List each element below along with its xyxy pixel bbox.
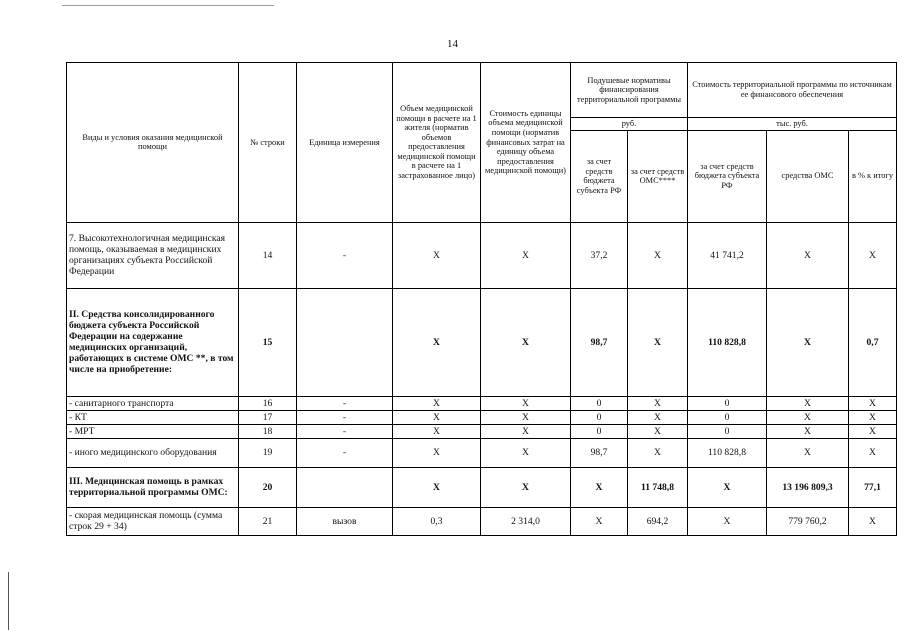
top-rule-line	[62, 5, 274, 6]
cell-budget-rub: 98,7	[571, 438, 628, 467]
cell-unit	[297, 467, 393, 507]
header-per-capita-norms: Подушевые нормативы финансирования территориальной программы	[571, 63, 688, 118]
cell-cost: X	[481, 424, 571, 438]
cell-budget-thousand: 0	[688, 396, 767, 410]
cell-name: 7. Высокотехнологичная медицинская помощь, оказываемая в медицинских организациях субъекта Российской Федерации	[67, 222, 239, 288]
cell-oms-rub: X	[628, 424, 688, 438]
cell-oms-rub: X	[628, 410, 688, 424]
cell-volume: X	[393, 288, 481, 396]
cell-unit: -	[297, 396, 393, 410]
table-header	[67, 63, 897, 223]
cell-volume: X	[393, 222, 481, 288]
cell-oms-rub: X	[628, 288, 688, 396]
cell-budget-rub: X	[571, 467, 628, 507]
cell-oms-rub: 11 748,8	[628, 467, 688, 507]
cell-budget-thousand: 110 828,8	[688, 438, 767, 467]
cell-row-number: 16	[239, 396, 297, 410]
cell-oms-rub: 694,2	[628, 507, 688, 535]
cell-budget-thousand: 110 828,8	[688, 288, 767, 396]
cell-budget-thousand: 41 741,2	[688, 222, 767, 288]
cell-percent: 0,7	[849, 288, 897, 396]
cell-budget-rub: 98,7	[571, 288, 628, 396]
table-row	[67, 396, 897, 410]
cell-unit: -	[297, 222, 393, 288]
cell-oms-thousand: X	[767, 396, 849, 410]
table-row	[67, 410, 897, 424]
cell-row-number: 19	[239, 438, 297, 467]
table-row	[67, 288, 897, 396]
cell-row-number: 18	[239, 424, 297, 438]
cell-cost: X	[481, 438, 571, 467]
cell-name: - скорая медицинская помощь (сумма строк 29 + 34)	[67, 507, 239, 535]
cell-oms-thousand: 779 760,2	[767, 507, 849, 535]
cell-percent: 77,1	[849, 467, 897, 507]
cell-volume: X	[393, 410, 481, 424]
cell-percent: X	[849, 396, 897, 410]
cell-percent: X	[849, 507, 897, 535]
cell-budget-rub: X	[571, 507, 628, 535]
cell-percent: X	[849, 424, 897, 438]
table-row	[67, 222, 897, 288]
cell-name: - МРТ	[67, 424, 239, 438]
cell-cost: X	[481, 467, 571, 507]
cell-budget-thousand: 0	[688, 424, 767, 438]
cell-row-number: 20	[239, 467, 297, 507]
header-row-number: № строки	[239, 63, 297, 223]
cell-name: III. Медицинская помощь в рамках территориальной программы ОМС:	[67, 467, 239, 507]
cell-unit: -	[297, 410, 393, 424]
cell-budget-rub: 0	[571, 410, 628, 424]
page-number: 14	[447, 38, 458, 50]
margin-mark-line	[8, 572, 9, 630]
cell-percent: X	[849, 222, 897, 288]
cell-unit: -	[297, 424, 393, 438]
cell-unit	[297, 288, 393, 396]
cell-oms-thousand: X	[767, 438, 849, 467]
cell-name: - санитарного транспорта	[67, 396, 239, 410]
header-program-cost: Стоимость территориальной программы по источникам ее финансового обеспечения	[688, 63, 897, 118]
cell-volume: X	[393, 396, 481, 410]
table-row	[67, 467, 897, 507]
cell-oms-rub: X	[628, 396, 688, 410]
header-oms-thousand: средства ОМС	[767, 130, 849, 222]
header-unit-thousand-rub: тыс. руб.	[688, 118, 897, 131]
cell-budget-thousand: X	[688, 507, 767, 535]
cell-oms-rub: X	[628, 222, 688, 288]
cell-name: II. Средства консолидированного бюджета субъекта Российской Федерации на содержание медицинских организаций, работающих в системе ОМС **, в том числе на приобретение:	[67, 288, 239, 396]
cell-cost: X	[481, 396, 571, 410]
table-body	[67, 222, 897, 535]
cell-unit: вызов	[297, 507, 393, 535]
cell-volume: X	[393, 424, 481, 438]
cell-row-number: 21	[239, 507, 297, 535]
cell-budget-rub: 37,2	[571, 222, 628, 288]
cell-budget-thousand: 0	[688, 410, 767, 424]
cell-name: - КТ	[67, 410, 239, 424]
header-percent: в % к итогу	[849, 130, 897, 222]
cell-oms-thousand: 13 196 809,3	[767, 467, 849, 507]
cell-oms-thousand: X	[767, 288, 849, 396]
cell-name: - иного медицинского оборудования	[67, 438, 239, 467]
cell-oms-thousand: X	[767, 222, 849, 288]
header-oms-rub: за счет средств ОМС****	[628, 130, 688, 222]
cell-volume: X	[393, 438, 481, 467]
header-unit: Единица измерения	[297, 63, 393, 223]
cell-oms-thousand: X	[767, 424, 849, 438]
cell-cost: X	[481, 410, 571, 424]
header-budget-thousand: за счет средств бюджета субъекта РФ	[688, 130, 767, 222]
cell-row-number: 15	[239, 288, 297, 396]
cell-volume: 0,3	[393, 507, 481, 535]
cell-cost: X	[481, 288, 571, 396]
cell-cost: 2 314,0	[481, 507, 571, 535]
cell-unit: -	[297, 438, 393, 467]
cell-oms-rub: X	[628, 438, 688, 467]
cell-budget-thousand: X	[688, 467, 767, 507]
header-name: Виды и условия оказания медицинской помощи	[67, 63, 239, 223]
cell-budget-rub: 0	[571, 396, 628, 410]
table-row	[67, 424, 897, 438]
header-unit-rub: руб.	[571, 118, 688, 131]
cell-row-number: 17	[239, 410, 297, 424]
table-row	[67, 507, 897, 535]
cell-volume: X	[393, 467, 481, 507]
cell-cost: X	[481, 222, 571, 288]
header-budget-rub: за счет средств бюджета субъекта РФ	[571, 130, 628, 222]
cell-percent: X	[849, 410, 897, 424]
table-row	[67, 438, 897, 467]
header-unit-cost: Стоимость единицы объема медицинской помощи (норматив финансовых затрат на единицу объема предоставления медицинской помощи)	[481, 63, 571, 223]
financing-table	[66, 62, 897, 536]
cell-row-number: 14	[239, 222, 297, 288]
cell-budget-rub: 0	[571, 424, 628, 438]
cell-percent: X	[849, 438, 897, 467]
cell-oms-thousand: X	[767, 410, 849, 424]
header-volume: Объем медицинской помощи в расчете на 1 жителя (норматив объемов предоставления медицинской помощи в расчете на 1 застрахованное лицо)	[393, 63, 481, 223]
